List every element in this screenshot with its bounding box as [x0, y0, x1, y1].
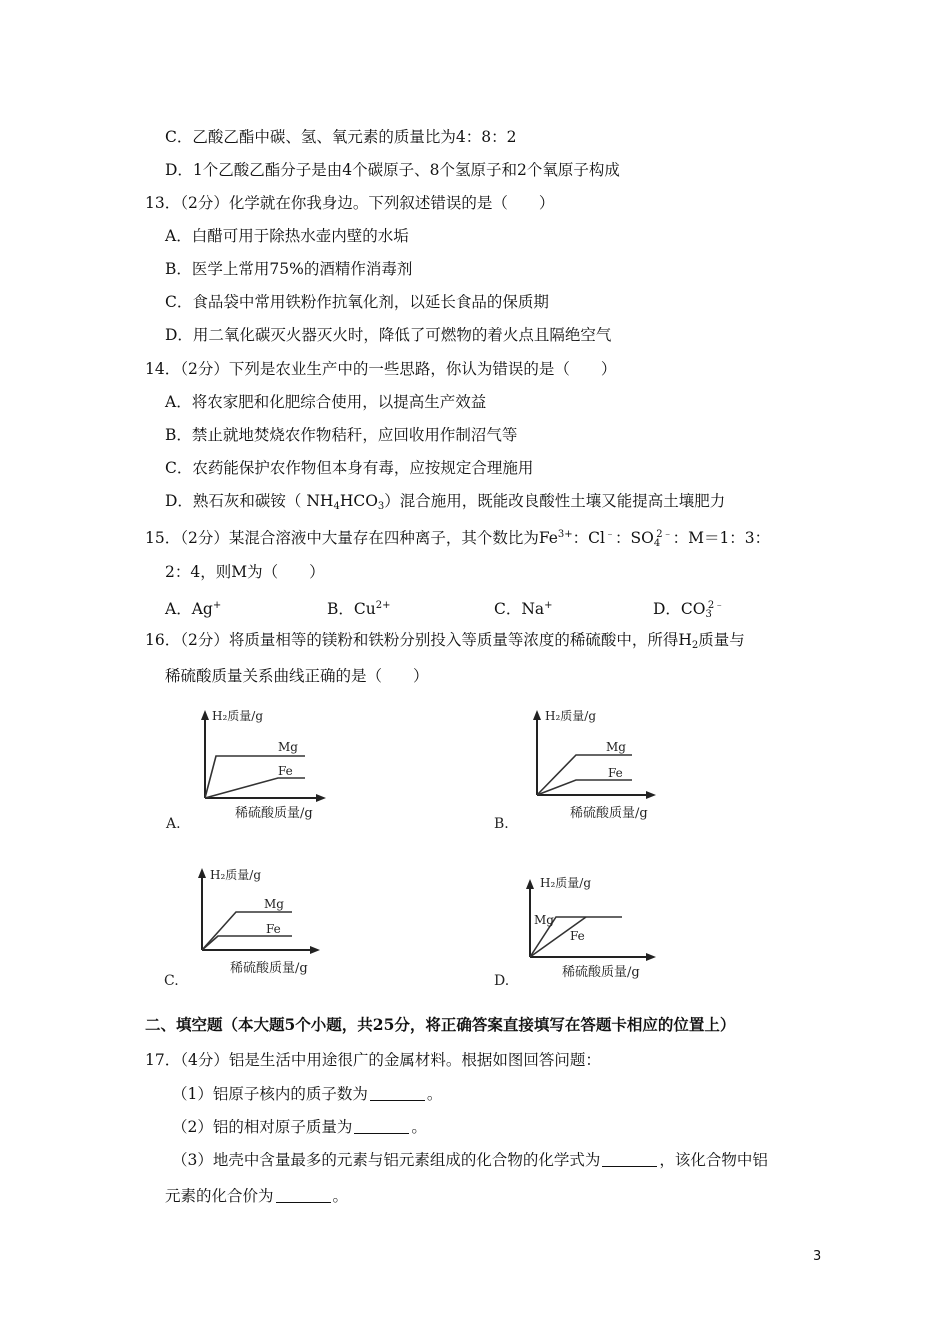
q14-stem: 14．（2分）下列是农业生产中的一些思路，你认为错误的是（ ）	[145, 360, 617, 378]
answer-blank	[354, 1119, 409, 1134]
graph-d-ylabel: H₂质量/g	[540, 876, 592, 890]
graph-d-xlabel: 稀硫酸质量/g	[562, 965, 640, 980]
q15-stem-line2: 2：4，则M为（ ）	[165, 563, 325, 581]
q12-option-d: D．1个乙酸乙酯分子是由4个碳原子、8个氢原子和2个氧原子构成	[165, 161, 620, 179]
q14-option-b: B．禁止就地焚烧农作物秸秆，应回收用作制沼气等	[165, 426, 518, 444]
page-number: 3	[813, 1249, 822, 1264]
q15-option-d: D．$CO_3^{2﹣}$	[653, 600, 725, 620]
graph-a-option: A.	[166, 816, 181, 832]
graph-a-mg-label: Mg	[278, 740, 298, 754]
graph-c-mg-label: Mg	[264, 897, 284, 911]
q15-stem: 15．（2分）某混合溶液中大量存在四种离子，其个数比为$Fe^{3+}$：Cl﹣：$SO_4^{2﹣}$：M＝1：3：	[145, 529, 771, 549]
q17-part-2: （2）铝的相对原子质量为 。	[172, 1118, 427, 1136]
graph-c-fe-label: Fe	[266, 922, 281, 936]
section-2-title: 二、填空题（本大题5个小题，共25分，将正确答案直接填写在答题卡相应的位置上）	[145, 1015, 736, 1034]
graph-d-fe-label: Fe	[570, 929, 585, 943]
graph-a	[160, 700, 340, 839]
q13-option-c: C．食品袋中常用铁粉作抗氧化剂，以延长食品的保质期	[165, 293, 549, 311]
graph-b-mg-label: Mg	[606, 740, 626, 754]
graph-c	[160, 860, 340, 999]
q15-option-a: A．Ag+	[165, 600, 222, 618]
q13-option-a: A．白醋可用于除热水壶内壁的水垢	[165, 227, 409, 245]
answer-blank	[602, 1152, 657, 1167]
graph-c-ylabel: H₂质量/g	[210, 868, 262, 882]
q13-stem: 13．（2分）化学就在你我身边。下列叙述错误的是（ ）	[145, 194, 555, 212]
graph-b	[490, 700, 670, 839]
q15-option-b: B．$Cu^{2+}$	[327, 600, 391, 618]
graph-d	[490, 865, 670, 999]
q16-stem: 16．（2分）将质量相等的镁粉和铁粉分别投入等质量等浓度的稀硫酸中，所得$H_2$质量与	[145, 631, 745, 651]
graph-d-option: D.	[494, 973, 510, 989]
q17-part-3: （3）地壳中含量最多的元素与铝元素组成的化合物的化学式为 ，该化合物中铝	[172, 1151, 768, 1169]
q16-stem-line2: 稀硫酸质量关系曲线正确的是（ ）	[165, 667, 429, 685]
graph-a-ylabel: H₂质量/g	[212, 709, 264, 723]
q13-option-d: D．用二氧化碳灭火器灭火时，降低了可燃物的着火点且隔绝空气	[165, 326, 612, 344]
answer-blank	[276, 1188, 331, 1203]
q12-option-c: C．乙酸乙酯中碳、氢、氧元素的质量比为4：8：2	[165, 128, 517, 146]
graph-b-xlabel: 稀硫酸质量/g	[570, 806, 648, 821]
graph-c-xlabel: 稀硫酸质量/g	[230, 961, 308, 976]
graph-d-mg-label: Mg	[534, 913, 554, 927]
graph-b-option: B.	[494, 816, 509, 832]
q17-part-3-line2: 元素的化合价为 。	[165, 1187, 349, 1205]
q17-stem: 17．（4分）铝是生活中用途很广的金属材料。根据如图回答问题：	[145, 1051, 601, 1069]
q14-option-a: A．将农家肥和化肥综合使用，以提高生产效益	[165, 393, 487, 411]
graph-b-ylabel: H₂质量/g	[545, 709, 597, 723]
q14-option-d: D．熟石灰和碳铵（ $NH_4HCO_3$）混合施用，既能改良酸性土壤又能提高土壤肥力	[165, 492, 726, 512]
q17-part-1: （1）铝原子核内的质子数为 。	[172, 1085, 443, 1103]
q14-option-c: C．农药能保护农作物但本身有毒，应按规定合理施用	[165, 459, 534, 477]
graph-a-fe-label: Fe	[278, 764, 293, 778]
q15-option-c: C．Na+	[494, 600, 553, 618]
graph-b-fe-label: Fe	[608, 766, 623, 780]
answer-blank	[370, 1086, 425, 1101]
graph-a-xlabel: 稀硫酸质量/g	[235, 806, 313, 821]
q13-option-b: B．医学上常用75%的酒精作消毒剂	[165, 260, 413, 278]
graph-c-option: C.	[164, 973, 179, 989]
